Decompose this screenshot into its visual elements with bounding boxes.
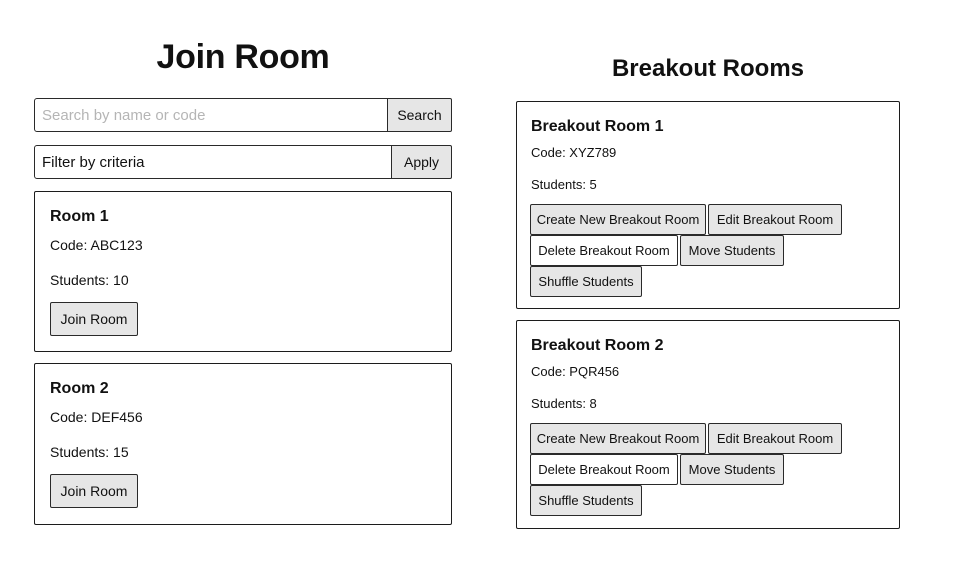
breakout-room-card-2	[516, 320, 900, 529]
move-students-button[interactable]: Move Students	[680, 454, 784, 485]
delete-breakout-room-button[interactable]: Delete Breakout Room	[530, 454, 678, 485]
room-code: Code: DEF456	[50, 409, 143, 425]
edit-breakout-room-button[interactable]: Edit Breakout Room	[708, 204, 842, 235]
search-button[interactable]: Search	[388, 98, 452, 132]
room-code: Code: ABC123	[50, 237, 143, 253]
room-student-count: Students: 15	[50, 444, 129, 460]
filter-input[interactable]	[34, 145, 392, 179]
room-student-count: Students: 10	[50, 272, 129, 288]
delete-breakout-room-button[interactable]: Delete Breakout Room	[530, 235, 678, 266]
create-breakout-room-button[interactable]: Create New Breakout Room	[530, 204, 706, 235]
breakout-room-code: Code: PQR456	[531, 364, 620, 379]
breakout-rooms-title: Breakout Rooms	[611, 55, 805, 82]
room-name: Room 1	[50, 208, 109, 225]
apply-button[interactable]: Apply	[392, 145, 452, 179]
room-card-1	[34, 191, 452, 352]
filter-row	[34, 145, 452, 179]
join-room-button[interactable]: Join Room	[50, 302, 138, 336]
breakout-room-name: Breakout Room 1	[531, 118, 664, 135]
create-breakout-room-button[interactable]: Create New Breakout Room	[530, 423, 706, 454]
room-name: Room 2	[50, 380, 109, 397]
move-students-button[interactable]: Move Students	[680, 235, 784, 266]
shuffle-students-button[interactable]: Shuffle Students	[530, 485, 642, 516]
search-input[interactable]	[34, 98, 388, 132]
breakout-room-student-count: Students: 5	[531, 177, 597, 192]
join-room-title: Join Room	[156, 38, 330, 76]
edit-breakout-room-button[interactable]: Edit Breakout Room	[708, 423, 842, 454]
search-row	[34, 98, 452, 132]
breakout-room-code: Code: XYZ789	[531, 145, 617, 160]
shuffle-students-button[interactable]: Shuffle Students	[530, 266, 642, 297]
breakout-room-card-1	[516, 101, 900, 309]
breakout-room-student-count: Students: 8	[531, 396, 597, 411]
room-card-2	[34, 363, 452, 525]
join-room-button[interactable]: Join Room	[50, 474, 138, 508]
breakout-room-name: Breakout Room 2	[531, 337, 664, 354]
